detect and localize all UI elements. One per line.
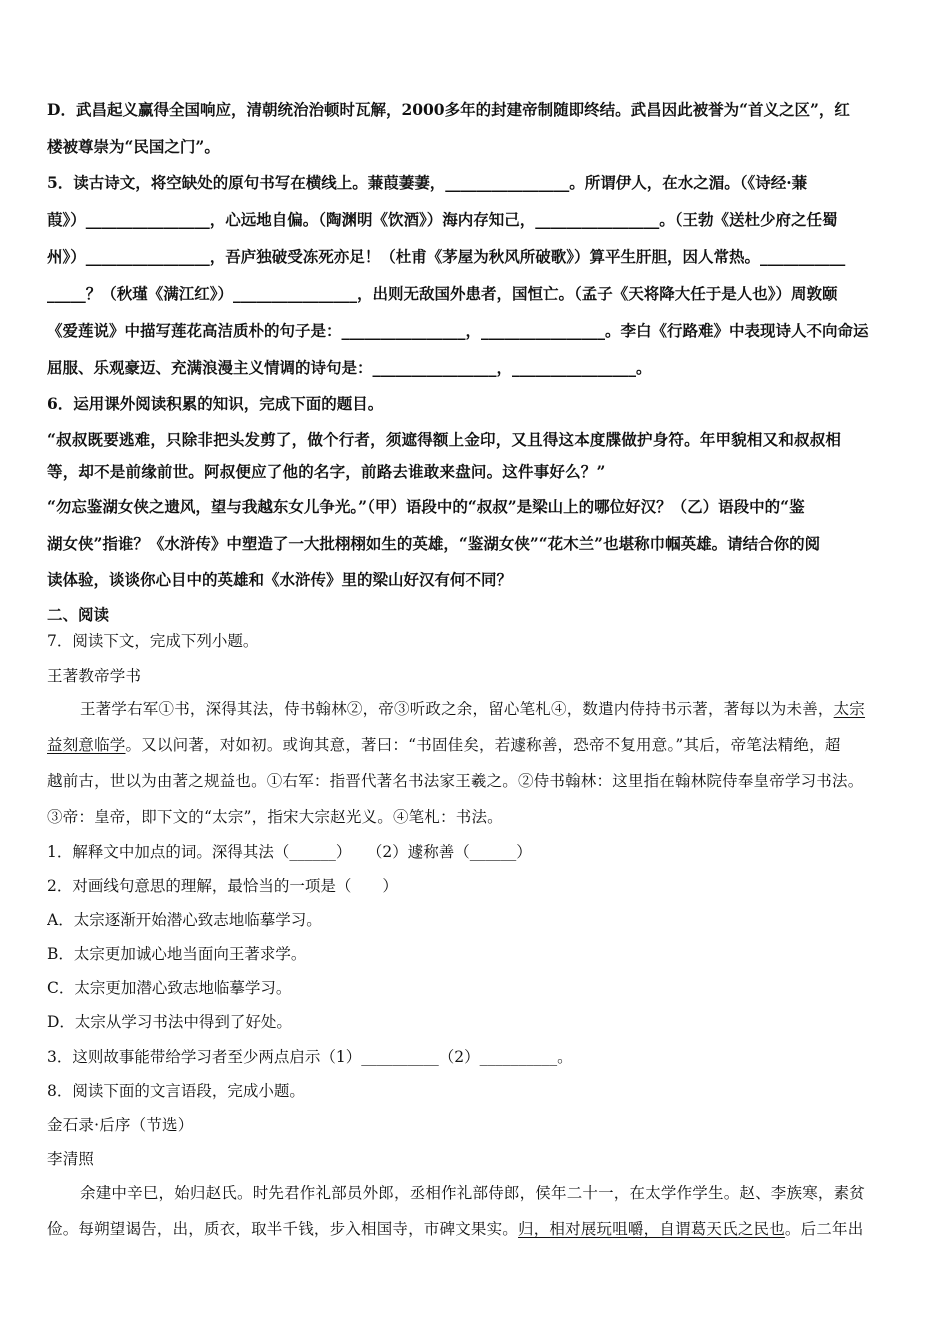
question-5-line2: 葭》）________________，心远地自偏。（陶渊明《饮酒》）海内存知己，________________。（王勃《送杜少府之任蜀 bbox=[47, 210, 838, 229]
passage-wang-zhu-notes: ③帝：皇帝，即下文的“太宗”，指宋大宗赵光义。④笔札：书法。 bbox=[47, 808, 503, 826]
passage-jia-line1: “叔叔既要逃难，只除非把头发剪了，做个行者，须遮得额上金印，又且得这本度牒做护身符。年甲貌相又和叔叔相 bbox=[47, 430, 842, 449]
sub-question-1: 1．解释文中加点的词。深得其法（______） （2）遽称善（______） bbox=[47, 843, 532, 861]
passage-jia-line2: 等，却不是前缘前世。阿叔便应了他的名字，前路去谁敢来盘问。这件事好么？” bbox=[47, 462, 606, 481]
passage-title-jinshilu: 金石录·后序（节选） bbox=[47, 1116, 194, 1134]
passage-wang-zhu-line3: 越前古，世以为由著之规益也。①右军：指晋代著名书法家王羲之。②侍书翰林：这里指在翰林院侍奉皇帝学习书法。 bbox=[47, 772, 864, 790]
option-d: D．太宗从学习书法中得到了好处。 bbox=[47, 1013, 292, 1031]
passage-jinshilu-line1: 余建中辛巳，始归赵氏。时先君作礼部员外郎，丞相作礼部侍郎，侯年二十一，在太学作学生。赵、李族寒，素贫 bbox=[80, 1184, 866, 1202]
option-d-text-line2: 楼被尊崇为“民国之门”。 bbox=[47, 137, 220, 156]
question-7-title: 7．阅读下文，完成下列小题。 bbox=[47, 632, 259, 650]
passage-author: 李清照 bbox=[47, 1150, 95, 1168]
question-5-line3: 州》）________________，吾庐独破受冻死亦足！（杜甫《茅屋为秋风所破歌》）算平生肝胆，因人常热。___________ bbox=[47, 247, 846, 266]
question-5-line4: _____？（秋瑾《满江红》）________________，出则无敌国外患者，国恒亡。（孟子《天将降大任于是人也》）周敦颐 bbox=[47, 284, 838, 303]
question-6-title: 6．运用课外阅读积累的知识，完成下面的题目。 bbox=[47, 394, 384, 413]
passage-wang-zhu-line2-text: 。又以问著，对如初。或询其意，著曰：“书固佳矣，若遽称善，恐帝不复用意。”其后，帝笔法精绝，超 bbox=[125, 736, 841, 754]
sub-question-2: 2．对画线句意思的理解，最恰当的一项是（ ） bbox=[47, 877, 398, 895]
passage-jinshilu-line2-tail: 。后二年出 bbox=[784, 1220, 864, 1238]
passage-jinshilu-line2 bbox=[47, 1218, 907, 1242]
option-c: C．太宗更加潜心致志地临摹学习。 bbox=[47, 979, 292, 997]
passage-wang-zhu-line1 bbox=[80, 698, 907, 722]
question-6-line1: “勿忘鉴湖女侠之遗风，望与我越东女儿争光。”（甲）语段中的“叔叔”是梁山上的哪位好汉？（乙）语段中的“鉴 bbox=[47, 497, 805, 516]
sub-question-3: 3．这则故事能带给学习者至少两点启示（1）__________（2）__________。 bbox=[47, 1048, 573, 1066]
passage-wang-zhu-line1-text: 王著学右军①书，深得其法，侍书翰林②，帝③听政之余，留心笔札④，数遣内侍持书示著，著每以为未善， bbox=[80, 700, 834, 718]
question-8-title: 8．阅读下面的文言语段，完成小题。 bbox=[47, 1082, 305, 1100]
option-d-text-line1: D．武昌起义赢得全国响应，清朝统治治顿时瓦解，2000多年的封建帝制随即终结。武昌因此被誉为“首义之区”，红 bbox=[47, 100, 850, 119]
underlined-sentence-jinshilu: 归，相对展玩咀嚼，自谓葛天氏之民也 bbox=[518, 1220, 785, 1238]
passage-wang-zhu-line2 bbox=[47, 734, 907, 758]
question-6-line2: 湖女侠”指谁？《水浒传》中塑造了一大批栩栩如生的英雄，“鉴湖女侠”“花木兰”也堪称巾帼英雄。请结合你的阅 bbox=[47, 534, 821, 553]
question-5-line5: 《爱莲说》中描写莲花高洁质朴的句子是：________________，________________。李白《行路难》中表现诗人不向命运 bbox=[47, 321, 869, 340]
section-heading-reading: 二、阅读 bbox=[47, 605, 110, 624]
passage-jinshilu-line2-text: 俭。每朔望谒告，出，质衣，取半千钱，步入相国寺，市碑文果实。 bbox=[47, 1220, 519, 1238]
question-6-line3: 读体验，谈谈你心目中的英雄和《水浒传》里的梁山好汉有何不同？ bbox=[47, 570, 513, 589]
passage-title-wang-zhu: 王著教帝学书 bbox=[47, 667, 142, 685]
option-a: A．太宗逐渐开始潜心致志地临摹学习。 bbox=[47, 911, 322, 929]
question-5-line6: 屈服、乐观豪迈、充满浪漫主义情调的诗句是：________________，________________。 bbox=[47, 358, 652, 377]
underlined-sentence-part2: 益刻意临学 bbox=[47, 736, 126, 754]
underlined-sentence-part1: 太宗 bbox=[833, 700, 866, 718]
option-b: B．太宗更加诚心地当面向王著求学。 bbox=[47, 945, 307, 963]
question-5-line1: 5．读古诗文，将空缺处的原句书写在横线上。蒹葭萋萋，________________。所谓伊人，在水之湄。（《诗经·蒹 bbox=[47, 173, 808, 192]
